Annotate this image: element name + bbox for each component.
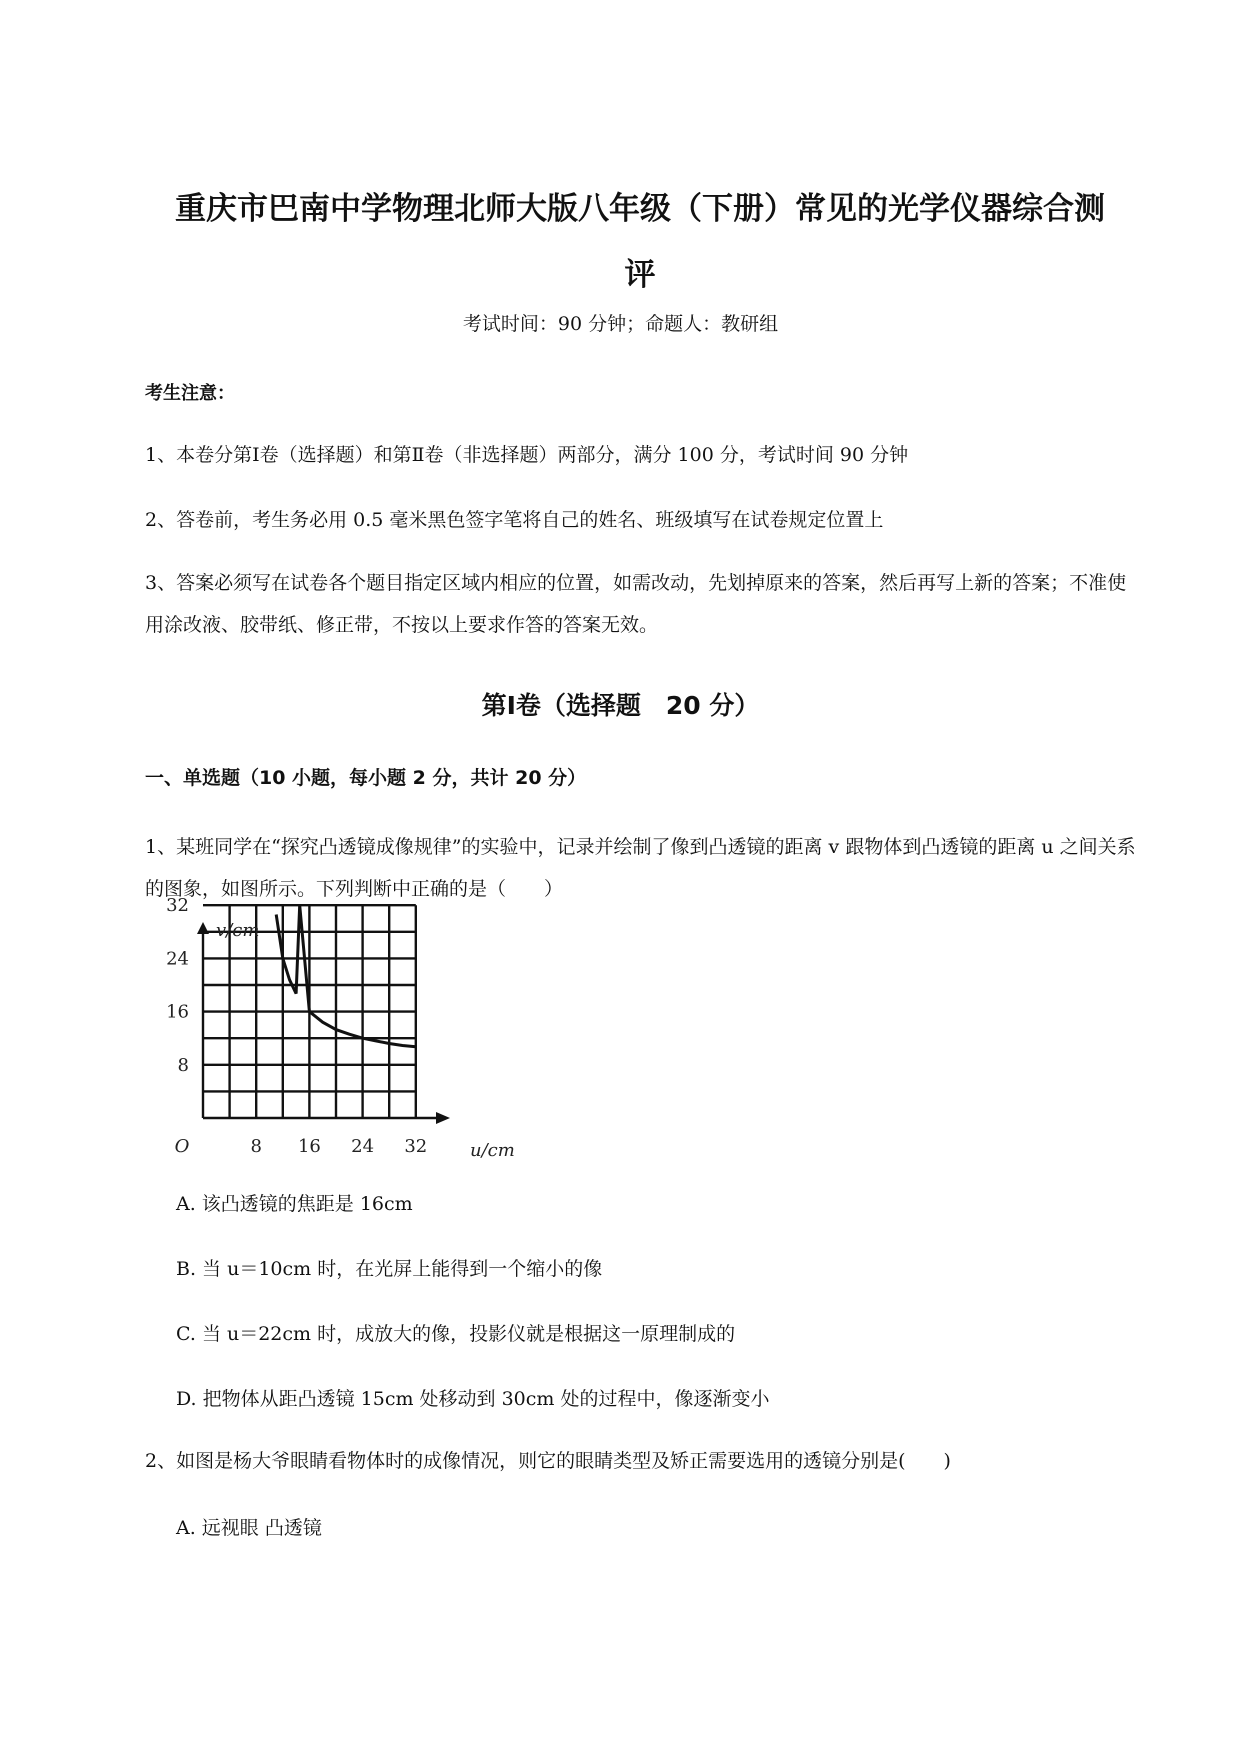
option-c: C. 当 u＝22cm 时，成放大的像，投影仪就是根据这一原理制成的 [176,1323,736,1345]
option-a: A. 该凸透镜的焦距是 16cm [176,1193,413,1215]
y-tick-label: 32 [166,895,189,917]
option-b: B. 当 u＝10cm 时，在光屏上能得到一个缩小的像 [176,1258,603,1280]
title-line-1: 重庆市巴南中学物理北师大版八年级（下册）常见的光学仪器综合测 [175,191,1105,227]
page-title [130,176,1150,308]
title-line-2: 评 [624,257,656,293]
v-u-graph [166,895,540,1161]
question-stem-1: 1、某班同学在“探究凸透镜成像规律”的实验中，记录并绘制了像到凸透镜的距离 v 跟物体到凸透镜的距离 u 之间关系的图象，如图所示。下列判断中正确的是（ ） [145,836,1136,900]
notice-item: 1、本卷分第Ⅰ卷（选择题）和第Ⅱ卷（非选择题）两部分，满分 100 分，考试时间 90 分钟 [145,444,909,466]
notice-item: 2、答卷前，考生务必用 0.5 毫米黑色签字笔将自己的姓名、班级填写在试卷规定位置上 [145,509,884,531]
option-a: A. 远视眼 凸透镜 [176,1517,322,1539]
x-tick-label: 8 [250,1136,262,1157]
notice-item: 3、答案必须写在试卷各个题目指定区域内相应的位置，如需改动，先划掉原来的答案，然后再写上新的答案；不准使用涂改液、胶带纸、修正带，不按以上要求作答的答案无效。 [145,572,1127,636]
question-stem-2: 2、如图是杨大爷眼睛看物体时的成像情况，则它的眼睛类型及矫正需要选用的透镜分别是( ) [145,1450,951,1472]
x-tick-label: 16 [297,1136,321,1157]
notice-heading: 考生注意： [145,383,235,404]
option-d: D. 把物体从距凸透镜 15cm 处移动到 30cm 处的过程中，像逐渐变小 [176,1388,770,1410]
x-axis-arrow-icon [436,1112,450,1124]
x-tick-label: 24 [351,1136,375,1157]
origin-label: O [174,1136,190,1157]
y-axis-label: v/cm [216,920,260,941]
y-axis-arrow-icon [197,922,209,934]
exam-meta: 考试时间：90 分钟；命题人：教研组 [462,313,779,335]
v-u-graph-svg [166,895,540,1161]
x-axis-label: u/cm [470,1140,515,1161]
y-tick-label: 16 [166,1001,189,1023]
section-title: 第Ⅰ卷（选择题 20 分） [481,691,760,720]
v-u-curve [276,905,416,1047]
x-tick-label: 32 [404,1136,428,1157]
y-tick-label: 24 [166,948,189,970]
question-group-heading: 一、单选题（10 小题，每小题 2 分，共计 20 分） [145,767,587,789]
y-tick-label: 8 [177,1054,189,1076]
